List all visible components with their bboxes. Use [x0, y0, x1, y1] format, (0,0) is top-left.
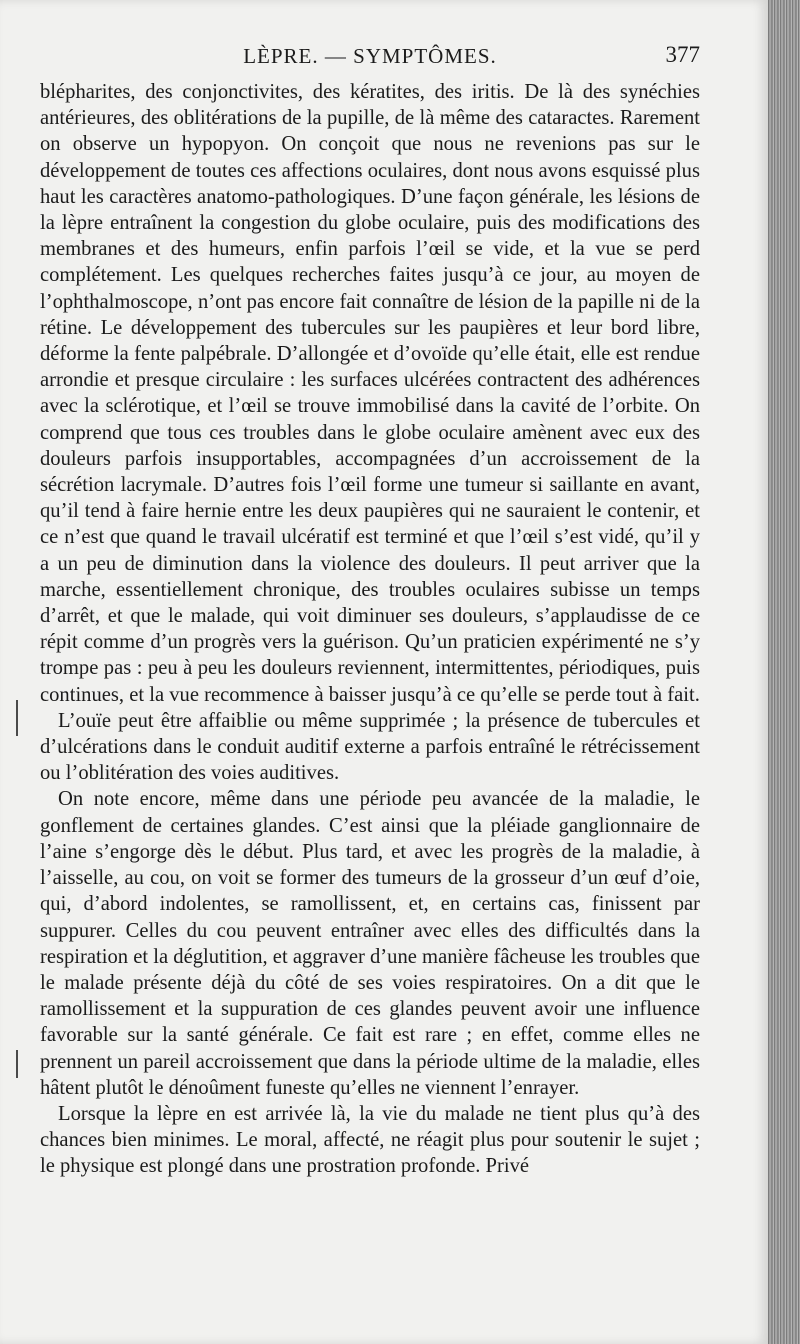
paragraph-final-stage: Lorsque la lèpre en est arrivée là, la vie du malade ne tient plus qu’à des chances bien minimes. Le moral, affecté, ne réagit plus pour soutenir le sujet ; le physique est plongé dans une prostration profonde. Privé [40, 1102, 700, 1178]
page-number: 377 [665, 42, 700, 67]
margin-mark [16, 1050, 18, 1078]
margin-mark [16, 700, 18, 736]
paragraph-hearing: L’ouïe peut être affaiblie ou même supprimée ; la présence de tubercules et d’ulcérations dans le conduit auditif externe a parfois entraîné le rétrécissement ou l’oblitération des voies auditives. [40, 709, 700, 785]
page-header [40, 40, 700, 76]
paragraph-glands: On note encore, même dans une période peu avancée de la maladie, le gonflement de certaines glandes. C’est ainsi que la pléiade ganglionnaire de l’aine s’engorge dès le début. Plus tard, et avec les progrès de la maladie, à l’aisselle, au cou, on voit se former des tumeurs de la grosseur d’un œuf d’oie, qui, d’abord indolentes, se ramollissent, et, en certains cas, finissent par suppurer. Celles du cou peuvent entraîner avec elles des difficultés dans la respiration et la déglutition, et aggraver d’une manière fâcheuse les troubles que le malade présente déjà du côté de ses voies respiratoires. On a dit que le ramollissement et la suppuration de ces glandes peuvent avoir une influence favorable sur la santé générale. Ce fait est rare ; en effet, comme elles ne prennent un pareil accroissement que dans la période ultime de la maladie, elles hâtent plutôt le dénoûment funeste qu’elles ne viennent l’enrayer. [40, 788, 700, 1099]
running-head: LÈPRE. — SYMPTÔMES. [243, 44, 497, 68]
paragraph-eye-lesions: blépharites, des conjonctivites, des kératites, des iritis. De là des synéchies antérieures, des oblitérations de la pupille, de là même des cataractes. Rarement on observe un hypopyon. On conçoit que nous ne revenions pas sur le développement de toutes ces affections oculaires, dont nous avons esquissé plus haut les caractères anatomo-pathologiques. D’une façon générale, les lésions de la lèpre entraînent la congestion du globe oculaire, puis des modifications des membranes et des humeurs, enfin parfois l’œil se vide, et la vue se perd complétement. Les quelques recherches faites jusqu’à ce jour, au moyen de l’ophthalmoscope, n’ont pas encore fait connaître de lésion de la papille ni de la rétine. Le développement des tubercules sur les paupières et leur bord libre, déforme la fente palpébrale. D’allongée et d’ovoïde qu’elle était, elle est rendue arrondie et presque circulaire : les surfaces ulcérées contractent des adhérences avec la sclérotique, et l’œil se trouve immobilisé dans la cavité de l’orbite. On comprend que tous ces troubles dans le globe oculaire amènent avec eux des douleurs parfois insupportables, accompagnées d’un accroissement de la sécrétion lacrymale. D’autres fois l’œil forme une tumeur si saillante en avant, qu’il tend à faire hernie entre les deux paupières qui ne sauraient le contenir, et ce n’est que quand le travail ulcératif est terminé et que l’œil s’est vidé, qu’il y a un peu de diminution dans la violence des douleurs. Il peut arriver que la marche, essentiellement chronique, des troubles oculaires subisse un temps d’arrêt, et que le malade, qui voit diminuer ses douleurs, s’applaudisse de ce répit comme d’un progrès vers la guérison. Qu’un praticien expérimenté ne s’y trompe pas : peu à peu les douleurs reviennent, intermittentes, périodiques, puis continues, et la vue recommence à baisser jusqu’à ce qu’elle se perde tout à fait. [40, 81, 700, 706]
body-text [40, 79, 700, 1180]
book-page-edge [768, 0, 800, 1344]
